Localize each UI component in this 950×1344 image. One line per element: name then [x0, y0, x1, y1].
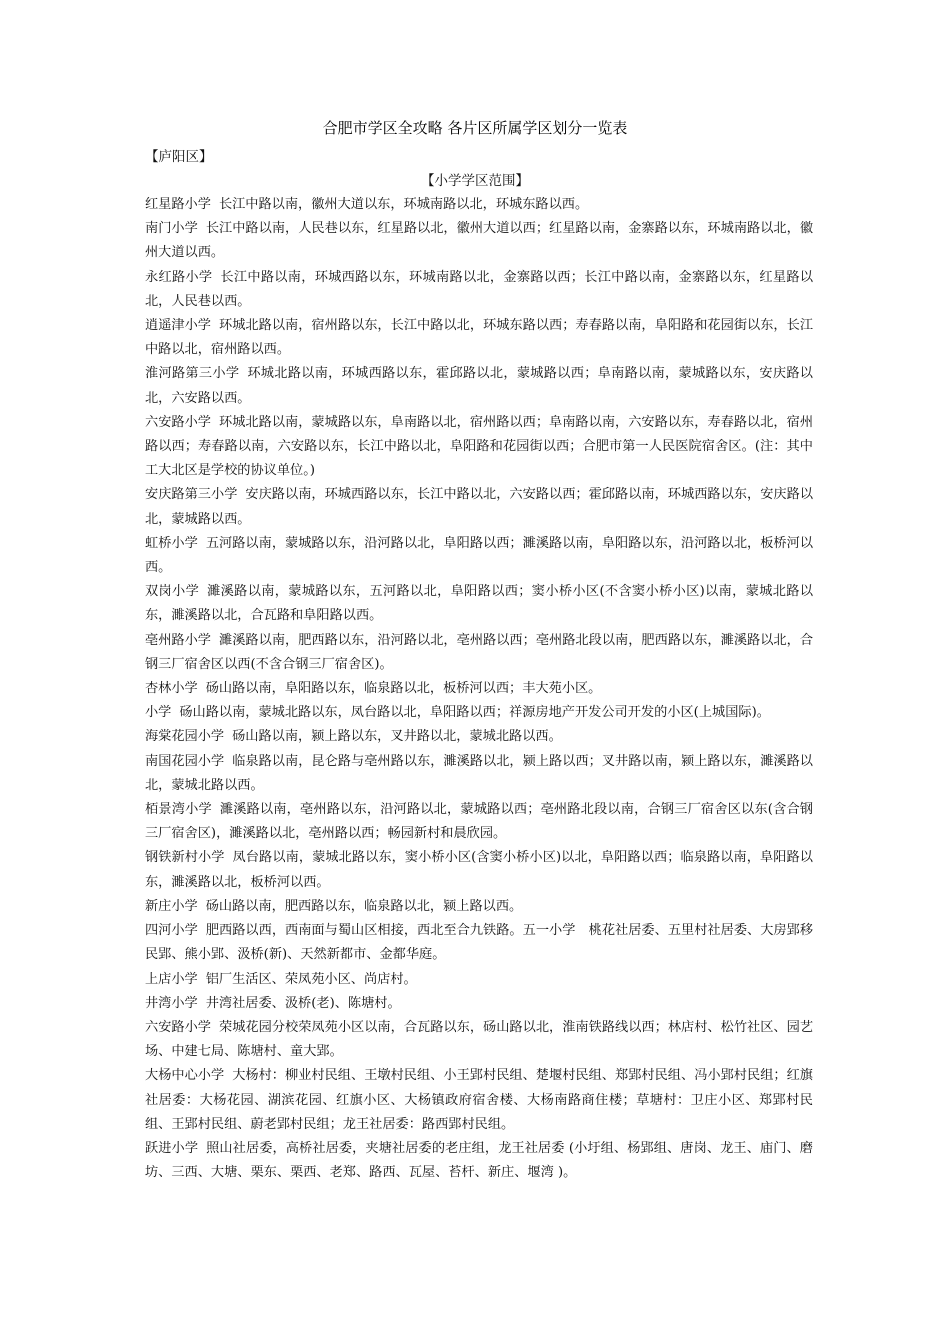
list-item	[145, 629, 813, 677]
list-item	[145, 217, 813, 265]
school-name: 南门小学	[145, 221, 198, 237]
school-name: 虹桥小学	[145, 535, 198, 551]
list-item	[145, 750, 813, 798]
list-item	[145, 725, 813, 749]
list-item	[145, 798, 813, 846]
district-range: 濉溪路以南，亳州路以东，沿河路以北，蒙城路以西；亳州路北段以南，合钢三厂宿舍区以东(含合钢三厂宿舍区)，濉溪路以北，亳州路以西；畅园新村和晨欣园。	[145, 802, 813, 842]
school-name: 井湾小学	[145, 995, 198, 1011]
list-item	[145, 532, 813, 580]
list-item	[145, 580, 813, 628]
district-range: 砀山路以南，肥西路以东，临泉路以北，颍上路以西。	[205, 898, 523, 914]
school-name: 上店小学	[145, 971, 198, 987]
list-item	[145, 314, 813, 362]
section-subheading: 【小学学区范围】	[421, 173, 529, 189]
school-name: 南国花园小学	[145, 753, 225, 769]
school-name: 杏林小学	[145, 681, 198, 697]
district-range: 濉溪路以南，蒙城路以东，五河路以北，阜阳路以西；窦小桥小区(不含窦小桥小区)以南，蒙城北路以东，濉溪路以北，合瓦路和阜阳路以西。	[145, 584, 814, 624]
list-item	[145, 483, 813, 531]
district-range: 长江中路以南，人民巷以东，红星路以北，徽州大道以西；红星路以南，金寨路以东，环城南路以北，徽州大道以西。	[145, 221, 814, 261]
list-item	[145, 992, 813, 1016]
district-range: 砀山路以南，蒙城北路以东，凤台路以北，阜阳路以西；祥源房地产开发公司开发的小区(上城国际)。	[179, 705, 770, 721]
school-name: 小学	[145, 705, 172, 721]
district-range: 大杨村：柳业村民组、王墩村民组、小王郢村民组、楚堰村民组、郑郢村民组、冯小郢村民组；红旗社居委：大杨花园、湖滨花园、红旗小区、大杨镇政府宿舍楼、大杨南路商住楼；草塘村：卫庄小区、郑郢村民组、王郢村民组、蔚老郢村民组；龙王社居委：路西郢村民组。	[145, 1068, 813, 1132]
school-name: 安庆路第三小学	[145, 487, 238, 503]
list-item	[145, 1137, 813, 1185]
list-item	[145, 895, 813, 919]
district-heading: 【庐阳区】	[145, 149, 213, 165]
list-item	[145, 266, 813, 314]
list-item	[145, 677, 813, 701]
school-name: 淮河路第三小学	[145, 366, 240, 382]
list-item	[145, 846, 813, 894]
school-name: 大杨中心小学	[145, 1068, 225, 1084]
page-title: 合肥市学区全攻略 各片区所属学区划分一览表	[322, 119, 628, 137]
school-district-list	[145, 193, 813, 1185]
list-item	[145, 919, 813, 967]
school-name: 跃进小学	[145, 1140, 199, 1156]
school-name: 亳州路小学	[145, 632, 212, 648]
list-item	[145, 1016, 813, 1064]
district-range: 凤台路以南，蒙城北路以东，窦小桥小区(含窦小桥小区)以北，阜阳路以西；临泉路以南，阜阳路以东，濉溪路以北，板桥河以西。	[145, 850, 813, 890]
district-range: 铝厂生活区、荣凤苑小区、尚店村。	[205, 971, 417, 987]
district-range: 五河路以南，蒙城路以东，沿河路以北，阜阳路以西；濉溪路以南，阜阳路以东，沿河路以北，板桥河以西。	[145, 535, 814, 576]
district-range: 砀山路以南，阜阳路以东，临泉路以北，板桥河以西；丰大苑小区。	[205, 681, 602, 697]
school-name: 双岗小学	[145, 584, 200, 600]
district-range: 环城北路以南，宿州路以东，长江中路以北，环城东路以西；寿春路以南，阜阳路和花园街以东，长江中路以北，宿州路以西。	[145, 318, 814, 358]
list-item	[145, 701, 813, 725]
school-name: 逍遥津小学	[145, 318, 212, 334]
school-name: 钢铁新村小学	[145, 850, 225, 866]
district-range: 环城北路以南，蒙城路以东，阜南路以北，宿州路以西；阜南路以南，六安路以东，寿春路以北，宿州路以西；寿春路以南，六安路以东，长江中路以北，阜阳路和花园街以西；合肥市第一人民医院宿舍区。(注：其中工大北区是学校的协议单位。)	[145, 414, 814, 479]
school-name: 栢景湾小学	[145, 802, 212, 818]
district-range: 濉溪路以南，肥西路以东，沿河路以北，亳州路以西；亳州路北段以南，肥西路以东，濉溪路以北，合钢三厂宿舍区以西(不含合钢三厂宿舍区)。	[145, 632, 814, 672]
school-name: 海棠花园小学	[145, 729, 225, 745]
district-range: 长江中路以南，徽州大道以东，环城南路以北，环城东路以西。	[218, 197, 589, 212]
school-name: 新庄小学	[145, 898, 198, 914]
list-item	[145, 411, 813, 484]
list-item	[145, 193, 813, 217]
district-range: 长江中路以南，环城西路以东，环城南路以北，金寨路以西；长江中路以南，金寨路以东，红星路以北，人民巷以西。	[145, 269, 814, 309]
district-range: 肥西路以西，西南面与蜀山区相接，西北至合九铁路。五一小学 桃花社居委、五里村社居委、大房郢移民郢、熊小郢、汲桥(新)、天然新都市、金都华庭。	[145, 923, 814, 963]
school-name: 六安路小学	[145, 1019, 212, 1035]
school-name: 红星路小学	[145, 197, 211, 212]
school-name: 六安路小学	[145, 414, 212, 430]
district-range: 环城北路以南，环城西路以东，霍邱路以北，蒙城路以西；阜南路以南，蒙城路以东，安庆路以北，六安路以西。	[145, 366, 813, 406]
school-name: 永红路小学	[145, 269, 213, 285]
district-range: 砀山路以南，颍上路以东，叉井路以北，蒙城北路以西。	[232, 729, 562, 745]
list-item	[145, 362, 813, 410]
school-name: 四河小学	[145, 923, 198, 939]
district-range: 荣城花园分校荣凤苑小区以南，合瓦路以东，砀山路以北，淮南铁路线以西；林店村、松竹社区、园艺场、中建七局、陈塘村、童大郢。	[145, 1019, 814, 1060]
list-item	[145, 1064, 813, 1137]
district-range: 安庆路以南，环城西路以东，长江中路以北，六安路以西；霍邱路以南，环城西路以东，安庆路以北，蒙城路以西。	[145, 487, 814, 527]
district-range: 井湾社居委、汲桥(老)、陈塘村。	[205, 995, 401, 1011]
district-range: 照山社居委，高桥社居委，夹塘社居委的老庄组，龙王社居委 (小圩组、杨郢组、唐岗、龙王、庙门、磨坊、三西、大塘、栗东、栗西、老郑、路西、瓦屋、苔杆、新庄、堰湾 )。	[145, 1140, 813, 1181]
list-item	[145, 968, 813, 992]
district-range: 临泉路以南，昆仑路与亳州路以东，濉溪路以北，颍上路以西；叉井路以南，颍上路以东，濉溪路以北，蒙城北路以西。	[145, 753, 813, 793]
